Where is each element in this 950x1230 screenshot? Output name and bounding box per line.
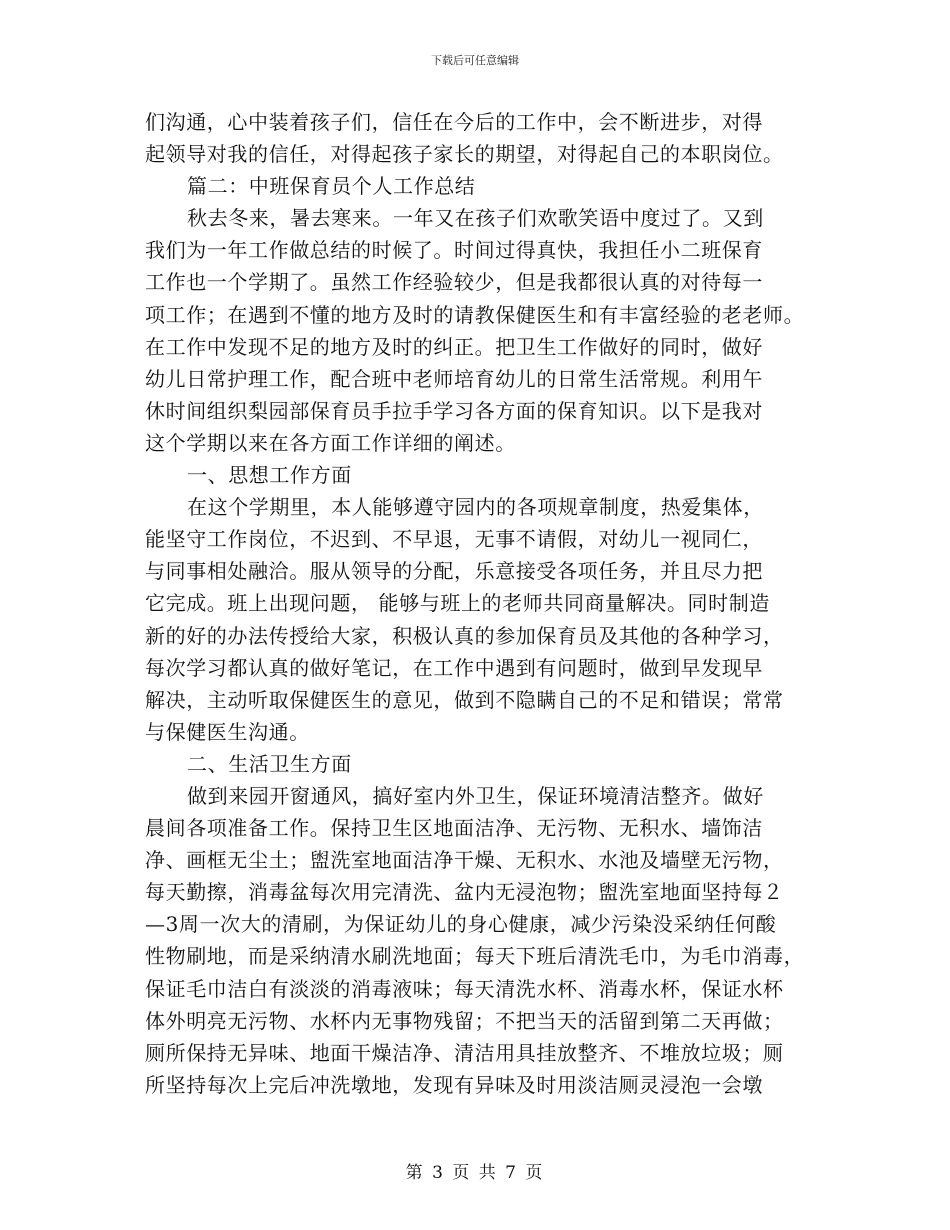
text-line: 项工作；在遇到不懂的地方及时的请教保健医生和有丰富经验的老老师。 [145, 302, 805, 327]
text-line: 在工作中发现不足的地方及时的纠正。把卫生工作做好的同时，做好 [145, 334, 763, 359]
text-line: 晨间各项准备工作。保持卫生区地面洁净、无污物、无积水、墙饰洁 [145, 816, 763, 841]
text-line: 与保健医生沟通。 [145, 719, 310, 744]
text-line: 休时间组织梨园部保育员手拉手学习各方面的保育知识。以下是我对 [145, 398, 763, 423]
text-line: 与同事相处融洽。服从领导的分配，乐意接受各项任务，并且尽力把 [145, 559, 763, 584]
text-line: 二、生活卫生方面 [187, 751, 352, 776]
text-line: 做到来园开窗通风，搞好室内外卫生，保证环境清洁整齐。做好 [187, 783, 764, 808]
text-line: 体外明亮无污物、水杯内无事物残留；不把当天的活留到第二天再做； [145, 1008, 784, 1033]
text-line: 每天勤擦，消毒盆每次用完清洗、盆内无浸泡物；盥洗室地面坚持每２ [145, 880, 784, 905]
text-line: 一、思想工作方面 [187, 463, 352, 488]
page-header: 下载后可任意编辑 [431, 54, 519, 67]
text-line: 这个学期以来在各方面工作详细的阐述。 [145, 430, 516, 455]
text-line: 净、画框无尘土；盥洗室地面洁净干燥、无积水、水池及墙壁无污物， [145, 848, 784, 873]
text-line: 保证毛巾洁白有淡淡的消毒液味；每天清洗水杯、消毒水杯，保证水杯 [145, 976, 784, 1001]
text-line: 所坚持每次上完后冲洗墩地，发现有异味及时用淡洁厕灵浸泡一会墩 [145, 1072, 763, 1097]
text-line: 幼儿日常护理工作，配合班中老师培育幼儿的日常生活常规。利用午 [145, 366, 763, 391]
text-line: 我们为一年工作做总结的时候了。时间过得真快，我担任小二班保育 [145, 238, 763, 263]
text-line: 每次学习都认真的做好笔记，在工作中遇到有问题时，做到早发现早 [145, 655, 763, 680]
text-line: 新的好的办法传授给大家，积极认真的参加保育员及其他的各种学习， [145, 623, 784, 648]
text-line: 在这个学期里，本人能够遵守园内的各项规章制度，热爱集体， [187, 495, 764, 520]
text-line: 性物刷地，而是采纳清水刷洗地面；每天下班后清洗毛巾，为毛巾消毒， [145, 944, 805, 969]
text-line: 篇二：中班保育员个人工作总结 [187, 174, 476, 199]
text-line: 工作也一个学期了。虽然工作经验较少，但是我都很认真的对待每一 [145, 270, 763, 295]
document-body [145, 106, 825, 1101]
text-line: 们沟通，心中装着孩子们，信任在今后的工作中，会不断进步，对得 [145, 110, 763, 134]
text-line: 秋去冬来，暑去寒来。一年又在孩子们欢歌笑语中度过了。又到 [187, 206, 764, 231]
text-line: 起领导对我的信任，对得起孩子家长的期望，对得起自己的本职岗位。 [145, 142, 784, 167]
text-line: —3周一次大的清刷，为保证幼儿的身心健康，减少污染没采纳任何酸 [145, 912, 777, 937]
text-line: 厕所保持无异味、地面干燥洁净、清洁用具挂放整齐、不堆放垃圾；厕 [145, 1040, 784, 1065]
text-line: 能坚守工作岗位，不迟到、不早退，无事不请假，对幼儿一视同仁， [145, 527, 763, 552]
page-footer: 第 3 页 共 7 页 [405, 1163, 545, 1183]
text-line: 解决，主动听取保健医生的意见，做到不隐瞒自己的不足和错误；常常 [145, 687, 784, 712]
text-line: 它完成。班上出现问题， 能够与班上的老师共同商量解决。同时制造 [145, 591, 770, 616]
